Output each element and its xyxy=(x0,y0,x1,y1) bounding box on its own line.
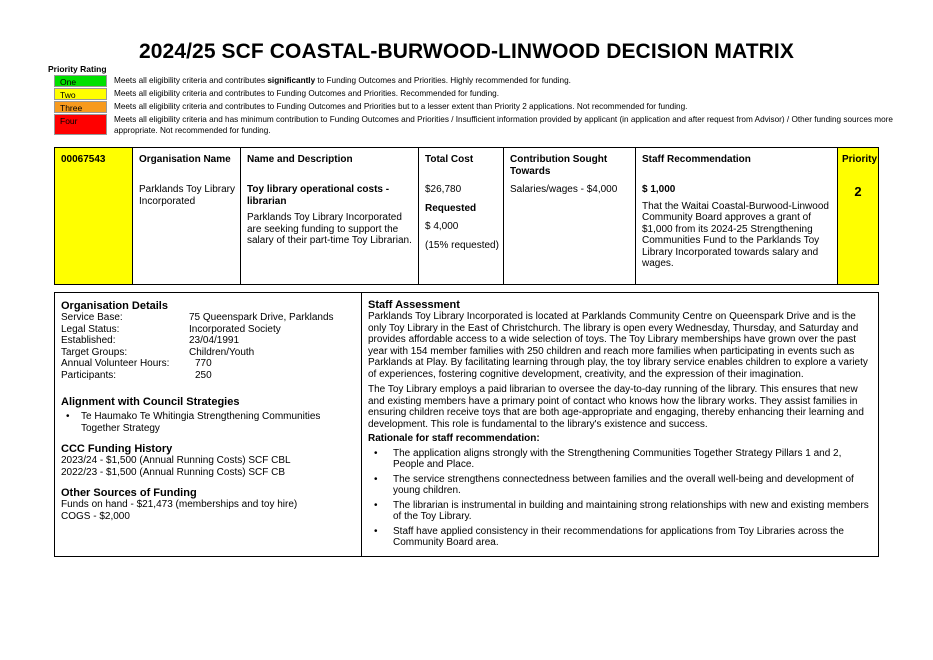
funding-history-title: CCC Funding History xyxy=(61,443,173,455)
organisation-header: Organisation Name xyxy=(139,154,231,165)
organisation-details-pane xyxy=(55,293,362,556)
name-description-header: Name and Description xyxy=(247,154,353,165)
bullet-icon: • xyxy=(374,473,378,485)
requested-label: Requested xyxy=(425,202,477,214)
contribution-cell xyxy=(504,148,636,284)
detail-row xyxy=(61,358,361,370)
detail-value: 75 Queenspark Drive, Parklands xyxy=(189,312,334,323)
alignment-list xyxy=(61,411,341,434)
rationale-item: The application aligns strongly with the Strengthening Communities Together Strategy Pillars 1 and 2, People and Place. xyxy=(393,447,842,470)
list-item xyxy=(368,448,872,471)
rationale-title: Rationale for staff recommendation: xyxy=(368,433,540,444)
list-item xyxy=(368,526,872,549)
priority-desc-two: Meets all eligibility criteria and contributes to Funding Outcomes and Priorities. Recommended for funding. xyxy=(114,89,500,98)
detail-label: Target Groups: xyxy=(61,346,128,358)
priority-swatch-two: Two xyxy=(54,88,107,100)
assessment-paragraph: Parklands Toy Library Incorporated is located at Parklands Community Centre on Queenspark Drive and is the only Toy Library in the East of Christchurch. The library is open every Wednesday, Thursday, and Saturday and provides affordable access to a wide selection of toys. The Toy Library memberships have grown over the past year with 154 member families with 250 children and reach more families when participating in events such as Parklands at Play. By facilitating learning through play, the toy library service enables children to explore a variety of experiences, fostering cognitive development, creativity, and the expression of their imagination. xyxy=(368,311,868,380)
staff-recommendation-cell xyxy=(636,148,838,284)
detail-row xyxy=(61,324,361,336)
assessment-paragraph: The Toy Library employs a paid librarian to oversee the day-to-day running of the library. This ensures that new and existing members have a primary point of contact who knows how the library works. They assist families in ensuring children receive toys that are both age-appropriate and engaging, thereby enhancing their learning and development. This role is fundamental to the library's existence and success. xyxy=(368,384,864,430)
detail-label: Participants: xyxy=(61,369,117,381)
priority-desc-one: Meets all eligibility criteria and contributes significantly to Funding Outcomes and Priorities. Highly recommended for funding. xyxy=(114,76,571,85)
contribution-value: Salaries/wages - $4,000 xyxy=(510,184,618,195)
project-name: Toy library operational costs - librarian xyxy=(247,184,390,207)
organisation-name: Parklands Toy Library Incorporated xyxy=(139,184,235,207)
list-item xyxy=(368,474,872,497)
alignment-item: Te Haumako Te Whitingia Strengthening Communities Together Strategy xyxy=(81,411,321,434)
rationale-item: Staff have applied consistency in their recommendations for applications from Toy Libraries across the Community Board area. xyxy=(393,525,844,548)
rationale-item: The service strengthens connectedness between families and the overall well-being and development of young children. xyxy=(393,473,854,496)
priority-swatch-four: Four xyxy=(54,114,107,135)
total-cost-body xyxy=(425,184,500,251)
staff-recommendation-header: Staff Recommendation xyxy=(642,154,751,165)
priority-swatch-three: Three xyxy=(54,101,107,113)
priority-desc-four: Meets all eligibility criteria and has minimum contribution to Funding Outcomes and Priorities / Insufficient information provided by applicant (in application and after request from Advisor) / Other funding sources more appropriate. Not recommended for funding. xyxy=(114,115,893,135)
detail-value: 250 xyxy=(195,369,212,381)
rationale-item: The librarian is instrumental in building and maintaining strong relationships with new and existing members of the Toy Library. xyxy=(393,499,869,522)
detail-row xyxy=(61,335,361,347)
total-cost-cell xyxy=(419,148,504,284)
priority-swatch-one: One xyxy=(54,75,107,87)
list-item xyxy=(368,500,872,523)
organisation-cell xyxy=(133,148,241,284)
other-sources-line: Funds on hand - $21,473 (memberships and toy hire) xyxy=(61,499,298,510)
detail-value: 770 xyxy=(195,358,212,369)
detail-row xyxy=(61,312,361,324)
bullet-icon: • xyxy=(374,525,378,537)
priority-rating-label: Priority Rating xyxy=(48,64,107,74)
bullet-icon: • xyxy=(374,447,378,459)
bullet-icon: • xyxy=(66,411,70,422)
requested-percent: (15% requested) xyxy=(425,239,499,251)
list-item xyxy=(61,411,341,434)
assessment-panel xyxy=(54,292,879,557)
detail-row xyxy=(61,347,361,359)
name-description-cell xyxy=(241,148,419,284)
requested-amount: $ 4,000 xyxy=(425,221,459,232)
recommendation-amount: $ 1,000 xyxy=(642,184,676,195)
total-cost-header: Total Cost xyxy=(425,154,474,165)
page-title: 2024/25 SCF COASTAL-BURWOOD-LINWOOD DECISION MATRIX xyxy=(139,40,794,63)
application-id: 00067543 xyxy=(61,154,106,165)
contribution-header: Contribution Sought Towards xyxy=(510,154,608,177)
recommendation-text: That the Waitai Coastal-Burwood-Linwood Community Board approves a grant of $1,000 from its 2024-25 Strengthening Communities Fund to the Parklands Toy Library Incorporated towards salary and wages. xyxy=(642,200,829,269)
staff-assessment-title: Staff Assessment xyxy=(368,299,460,311)
detail-label: Service Base: xyxy=(61,312,123,323)
funding-history-line: 2023/24 - $1,500 (Annual Running Costs) SCF CBL xyxy=(61,455,291,466)
total-cost-value: $26,780 xyxy=(425,184,462,195)
detail-label: Annual Volunteer Hours: xyxy=(61,358,170,369)
org-details-title: Organisation Details xyxy=(61,300,168,312)
staff-assessment-pane xyxy=(362,293,878,556)
detail-label: Legal Status: xyxy=(61,323,120,335)
application-id-cell xyxy=(55,148,133,284)
org-details-list xyxy=(61,312,361,381)
detail-value: Incorporated Society xyxy=(189,323,281,335)
detail-value: Children/Youth xyxy=(189,346,255,358)
priority-header: Priority xyxy=(842,154,878,165)
other-sources-title: Other Sources of Funding xyxy=(61,487,197,499)
bullet-icon: • xyxy=(374,499,378,511)
staff-recommendation-body xyxy=(642,184,832,270)
rationale-list xyxy=(368,448,872,549)
name-description-body xyxy=(247,184,413,247)
priority-cell xyxy=(838,148,878,284)
alignment-title: Alignment with Council Strategies xyxy=(61,396,240,408)
other-sources-line: COGS - $2,000 xyxy=(61,510,130,522)
project-description: Parklands Toy Library Incorporated are seeking funding to support the salary of their part-time Toy Librarian. xyxy=(247,212,412,246)
application-summary-table xyxy=(54,147,879,285)
detail-label: Established: xyxy=(61,335,116,346)
priority-desc-three: Meets all eligibility criteria and contributes to Funding Outcomes and Priorities but to a lesser extent than Priority 2 applications. Not recommended for funding. xyxy=(114,102,688,111)
priority-value: 2 xyxy=(854,184,862,199)
funding-history-line: 2022/23 - $1,500 (Annual Running Costs) SCF CB xyxy=(61,466,286,478)
detail-value: 23/04/1991 xyxy=(189,335,240,346)
detail-row xyxy=(61,370,361,382)
